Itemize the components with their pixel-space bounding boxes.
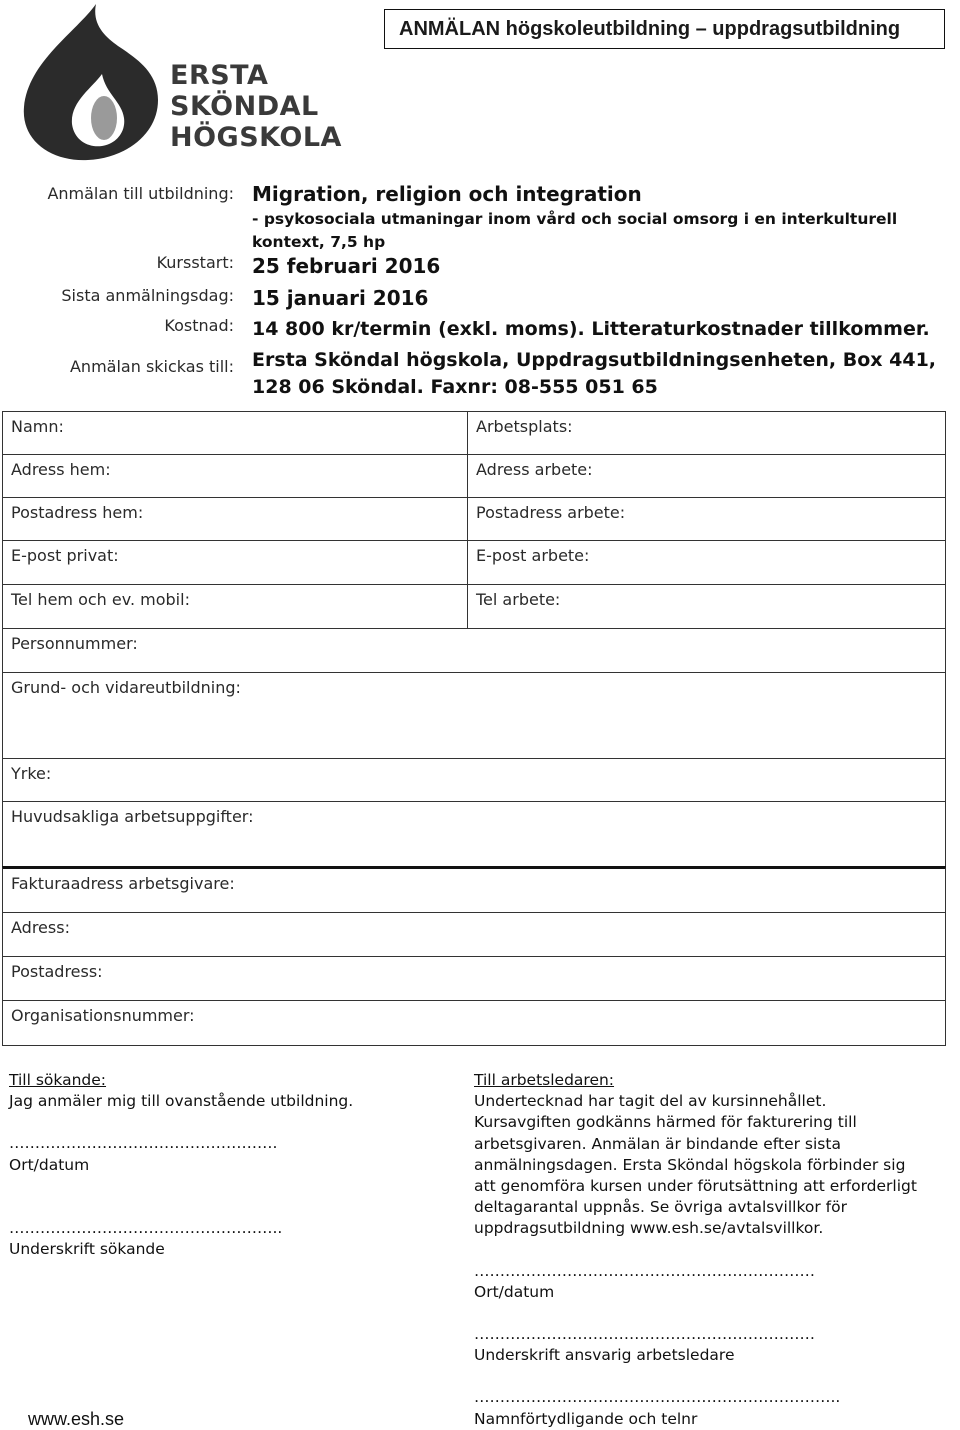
tasks-field[interactable] xyxy=(2,801,946,868)
supervisor-clarification-label: Namnförtydligande och telnr xyxy=(474,1409,698,1428)
profession-field[interactable] xyxy=(2,758,946,802)
personal-number-field[interactable] xyxy=(2,628,946,673)
tasks-label: Huvudsakliga arbetsuppgifter: xyxy=(11,807,254,826)
supervisor-text: Undertecknad har tagit del av kursinnehållet. Kursavgiften godkänns härmed för fakturering till arbetsgivaren. Anmälan är bindande efter sista anmälningsdagen. Ersta Sköndal högskola förbinder sig att genomföra kursen under förutsättning att erforderligt deltagarantal uppnås. Se övriga avtalsvillkor för uppdragsutbildning www.esh.se/avtalsvillkor. xyxy=(474,1092,917,1238)
cost-value: 14 800 kr/termin (exkl. moms). Litteraturkostnader tillkommer. xyxy=(252,318,930,340)
workplace-field[interactable] xyxy=(467,411,946,455)
phone-home-label: Tel hem och ev. mobil: xyxy=(11,590,190,609)
start-label: Kursstart: xyxy=(156,253,234,272)
supervisor-signature-line[interactable]: ………………………………………………………… xyxy=(474,1325,815,1344)
email-work-field[interactable] xyxy=(467,540,946,585)
workplace-label: Arbetsplats: xyxy=(476,417,573,436)
deadline-label: Sista anmälningsdag: xyxy=(61,286,234,305)
applicant-statement: Jag anmäler mig till ovanstående utbildning. xyxy=(9,1092,354,1111)
logo-line-2: SKÖNDAL xyxy=(170,91,319,122)
name-label: Namn: xyxy=(11,417,64,436)
footer-url[interactable]: www.esh.se xyxy=(28,1409,125,1429)
form-title: ANMÄLAN högskoleutbildning – uppdragsutbildning xyxy=(399,18,901,40)
form-title-box xyxy=(384,9,945,49)
name-field[interactable] xyxy=(2,411,468,455)
personal-number-label: Personnummer: xyxy=(11,634,138,653)
postal-label: Postadress: xyxy=(11,962,103,981)
work-postal-label: Postadress arbete: xyxy=(476,503,626,522)
phone-work-field[interactable] xyxy=(467,584,946,629)
address-label: Adress: xyxy=(11,918,70,937)
cost-label: Kostnad: xyxy=(164,316,234,335)
logo-line-1: ERSTA xyxy=(170,60,269,91)
home-address-label: Adress hem: xyxy=(11,460,111,479)
logo-wordmark xyxy=(170,60,342,153)
applicant-signature-line[interactable]: …………………………………………….. xyxy=(9,1218,283,1237)
work-address-label: Adress arbete: xyxy=(476,460,593,479)
email-private-field[interactable] xyxy=(2,540,468,585)
deadline-value: 15 januari 2016 xyxy=(252,286,429,310)
work-address-field[interactable] xyxy=(467,454,946,498)
education-field[interactable] xyxy=(2,672,946,759)
address-field[interactable] xyxy=(2,912,946,957)
home-postal-label: Postadress hem: xyxy=(11,503,144,522)
course-subtitle: - psykosociala utmaningar inom vård och social omsorg i en interkulturell kontext, 7,5 hp xyxy=(252,210,898,251)
send-label: Anmälan skickas till: xyxy=(69,357,234,376)
postal-field[interactable] xyxy=(2,956,946,1001)
logo-line-3: HÖGSKOLA xyxy=(170,122,342,153)
education-label: Grund- och vidareutbildning: xyxy=(11,678,241,697)
applicant-place-date-label: Ort/datum xyxy=(9,1155,90,1174)
home-address-field[interactable] xyxy=(2,454,468,498)
supervisor-heading: Till arbetsledaren: xyxy=(474,1071,615,1089)
phone-home-field[interactable] xyxy=(2,584,468,629)
supervisor-section xyxy=(474,1070,924,1430)
applicant-section xyxy=(9,1070,439,1260)
work-postal-field[interactable] xyxy=(467,497,946,541)
course-title: Migration, religion och integration xyxy=(252,182,642,206)
start-value: 25 februari 2016 xyxy=(252,254,441,278)
applicant-date-line[interactable]: ……………………………………………. xyxy=(9,1134,278,1153)
send-value: Ersta Sköndal högskola, Uppdragsutbildningsenheten, Box 441, 128 06 Sköndal. Faxnr: 08-555 051 65 xyxy=(252,349,937,398)
flame-logo-icon xyxy=(18,2,178,162)
applicant-heading: Till sökande: xyxy=(9,1071,107,1089)
supervisor-clarification-line[interactable]: …………………………………………………………….. xyxy=(474,1388,841,1407)
applicant-signature-label: Underskrift sökande xyxy=(9,1240,165,1259)
supervisor-place-date-label: Ort/datum xyxy=(474,1282,555,1301)
org-number-field[interactable] xyxy=(2,1000,946,1046)
invoice-address-field[interactable] xyxy=(2,866,946,913)
course-label: Anmälan till utbildning: xyxy=(47,184,234,203)
email-work-label: E-post arbete: xyxy=(476,546,590,565)
email-private-label: E-post privat: xyxy=(11,546,119,565)
profession-label: Yrke: xyxy=(11,764,52,783)
supervisor-date-line[interactable]: ………………………………………………………… xyxy=(474,1261,815,1280)
phone-work-label: Tel arbete: xyxy=(476,590,561,609)
home-postal-field[interactable] xyxy=(2,497,468,541)
org-number-label: Organisationsnummer: xyxy=(11,1006,195,1025)
supervisor-signature-label: Underskrift ansvarig arbetsledare xyxy=(474,1346,735,1365)
invoice-address-label: Fakturaadress arbetsgivare: xyxy=(11,874,235,893)
